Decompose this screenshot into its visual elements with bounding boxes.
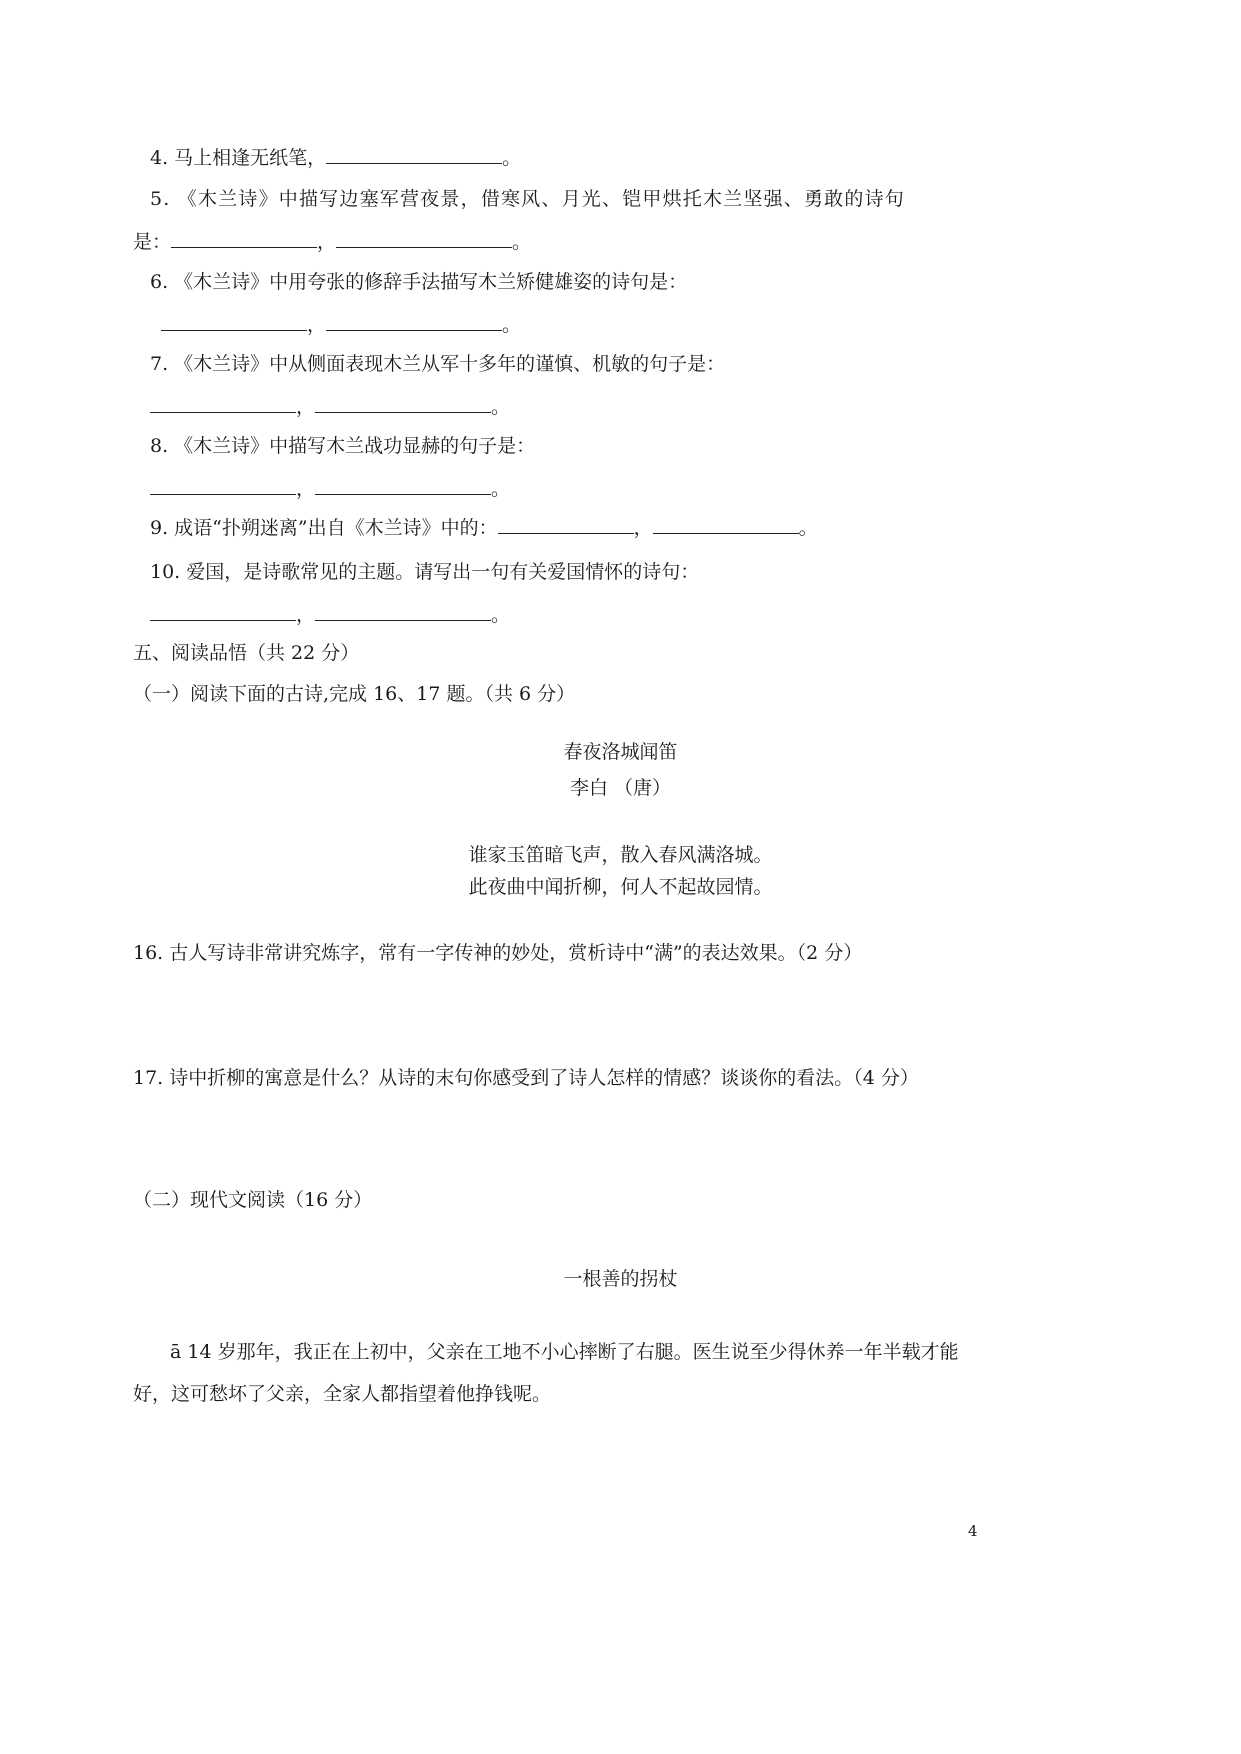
answer-blank[interactable] xyxy=(171,229,317,248)
answer-blank[interactable] xyxy=(161,312,307,331)
question-5-prefix: 是： xyxy=(133,231,172,253)
question-16: 16. 古人写诗非常讲究炼字，常有一字传神的妙处，赏析诗中“满”的表达效果。（2 分） xyxy=(133,942,863,964)
punct: 。 xyxy=(491,604,511,626)
punct: 。 xyxy=(491,396,511,418)
question-7: 7. 《木兰诗》中从侧面表现木兰从军十多年的谨慎、机敏的句子是： xyxy=(150,353,726,375)
poem-line-2: 此夜曲中闻折柳，何人不起故园情。 xyxy=(468,876,773,898)
question-8-answer xyxy=(150,476,510,501)
question-9 xyxy=(150,515,818,540)
punct: 。 xyxy=(491,478,511,500)
page-number: 4 xyxy=(968,1522,978,1540)
answer-blank[interactable] xyxy=(150,602,296,621)
punct: ， xyxy=(296,396,316,418)
question-8: 8. 《木兰诗》中描写木兰战功显赫的句子是： xyxy=(150,435,536,457)
punct: 。 xyxy=(512,231,532,253)
poem-line-1: 谁家玉笛暗飞声，散入春风满洛城。 xyxy=(468,844,773,866)
punct: ， xyxy=(633,517,653,539)
question-4-text: 4. 马上相逢无纸笔， xyxy=(150,147,327,169)
answer-blank[interactable] xyxy=(315,602,491,621)
punct: 。 xyxy=(798,517,818,539)
punct: ， xyxy=(317,231,337,253)
punct: ， xyxy=(296,604,316,626)
answer-blank[interactable] xyxy=(150,476,296,495)
answer-blank[interactable] xyxy=(150,394,296,413)
punct: ， xyxy=(307,314,327,336)
question-9-text: 9. 成语“扑朔迷离”出自《木兰诗》中的： xyxy=(150,517,498,539)
question-17: 17. 诗中折柳的寓意是什么？从诗的末句你感受到了诗人怎样的情感？谈谈你的看法。（4 分） xyxy=(133,1067,919,1089)
answer-blank[interactable] xyxy=(315,394,491,413)
punct: 。 xyxy=(502,147,522,169)
question-5-line2 xyxy=(133,229,531,254)
poem-title: 春夜洛城闻笛 xyxy=(563,741,678,763)
story-paragraph-1-line-2: 好，这可愁坏了父亲，全家人都指望着他挣钱呢。 xyxy=(133,1383,552,1405)
question-4 xyxy=(150,145,521,170)
answer-blank[interactable] xyxy=(326,145,502,164)
question-7-answer xyxy=(150,394,510,419)
question-5-line1: 5. 《木兰诗》中描写边塞军营夜景，借寒风、月光、铠甲烘托木兰坚强、勇敢的诗句 xyxy=(150,188,905,210)
answer-blank[interactable] xyxy=(315,476,491,495)
punct: 。 xyxy=(502,314,522,336)
story-title: 一根善的拐杖 xyxy=(563,1268,678,1290)
answer-blank[interactable] xyxy=(498,515,634,534)
question-6: 6. 《木兰诗》中用夸张的修辞手法描写木兰矫健雄姿的诗句是： xyxy=(150,271,688,293)
question-10-answer xyxy=(150,602,510,627)
answer-blank[interactable] xyxy=(326,312,502,331)
story-paragraph-1-line-1: ā 14 岁那年，我正在上初中，父亲在工地不小心摔断了右腿。医生说至少得休养一年半载才能 xyxy=(170,1341,959,1363)
part-1-title: （一）阅读下面的古诗,完成 16、17 题。（共 6 分） xyxy=(133,683,576,705)
section-5-title: 五、阅读品悟（共 22 分） xyxy=(133,642,360,664)
question-10: 10. 爱国，是诗歌常见的主题。请写出一句有关爱国情怀的诗句： xyxy=(150,561,700,583)
answer-blank[interactable] xyxy=(336,229,512,248)
punct: ， xyxy=(296,478,316,500)
part-2-title: （二）现代文阅读（16 分） xyxy=(133,1189,373,1211)
question-6-answer xyxy=(161,312,521,337)
poem-author: 李白 （唐） xyxy=(569,777,672,799)
answer-blank[interactable] xyxy=(653,515,799,534)
